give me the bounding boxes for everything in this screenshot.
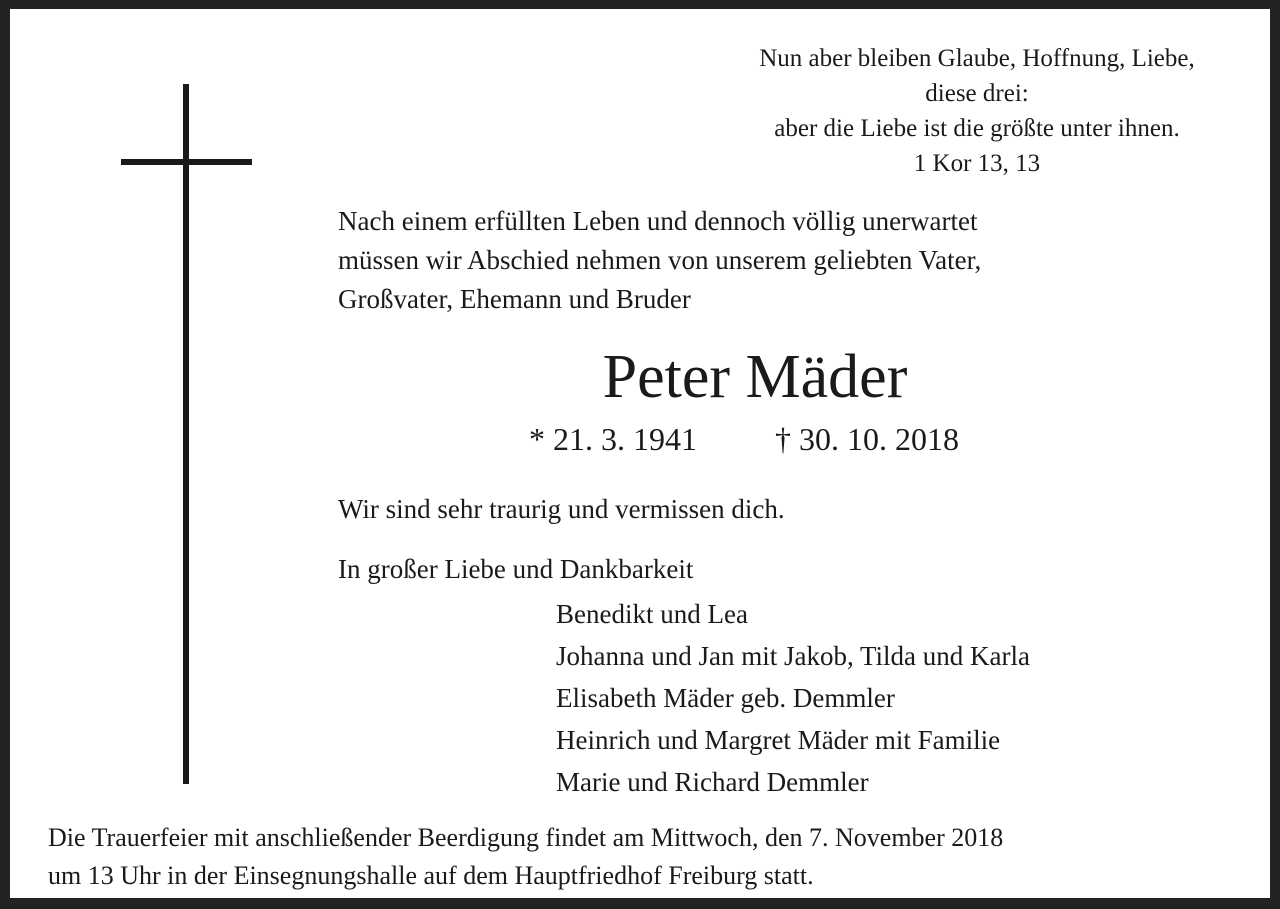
signer-item: Heinrich und Margret Mäder mit Familie — [556, 725, 1001, 755]
cross-horizontal-bar — [121, 159, 252, 165]
verse-line: Nun aber bleiben Glaube, Hoffnung, Liebe, — [759, 45, 1195, 72]
signer-item: Benedikt und Lea — [556, 599, 748, 629]
intro-line: müssen wir Abschied nehmen von unserem geliebten Vater, — [338, 245, 982, 275]
funeral-notice — [48, 819, 1263, 895]
death-date: † 30. 10. 2018 — [775, 421, 959, 457]
intro-line: Großvater, Ehemann und Bruder — [338, 284, 691, 314]
cross-vertical-bar — [183, 84, 189, 784]
signer-item: Johanna und Jan mit Jakob, Tilda und Karla — [556, 641, 1030, 671]
signer-item: Elisabeth Mäder geb. Demmler — [556, 683, 895, 713]
intro-line: Nach einem erfüllten Leben und dennoch völlig unerwartet — [338, 206, 978, 236]
deceased-name: Peter Mäder — [602, 343, 908, 411]
intro-text — [338, 202, 1218, 319]
bible-verse — [716, 41, 1238, 181]
verse-reference: 1 Kor 13, 13 — [913, 150, 1041, 177]
message-text: Wir sind sehr traurig und vermissen dich. — [338, 494, 785, 524]
funeral-line: um 13 Uhr in der Einsegnungshalle auf dem Hauptfriedhof Freiburg statt. — [48, 861, 814, 890]
closing-text: In großer Liebe und Dankbarkeit — [338, 554, 694, 584]
funeral-line: Die Trauerfeier mit anschließender Beerdigung findet am Mittwoch, den 7. November 2018 — [48, 823, 1004, 852]
obituary-card — [10, 9, 1270, 898]
signers-list — [556, 593, 1256, 803]
verse-line: aber die Liebe ist die größte unter ihnen. — [774, 115, 1180, 142]
verse-line: diese drei: — [925, 80, 1029, 107]
signer-item: Marie und Richard Demmler — [556, 767, 869, 797]
birth-date: * 21. 3. 1941 — [529, 421, 697, 457]
